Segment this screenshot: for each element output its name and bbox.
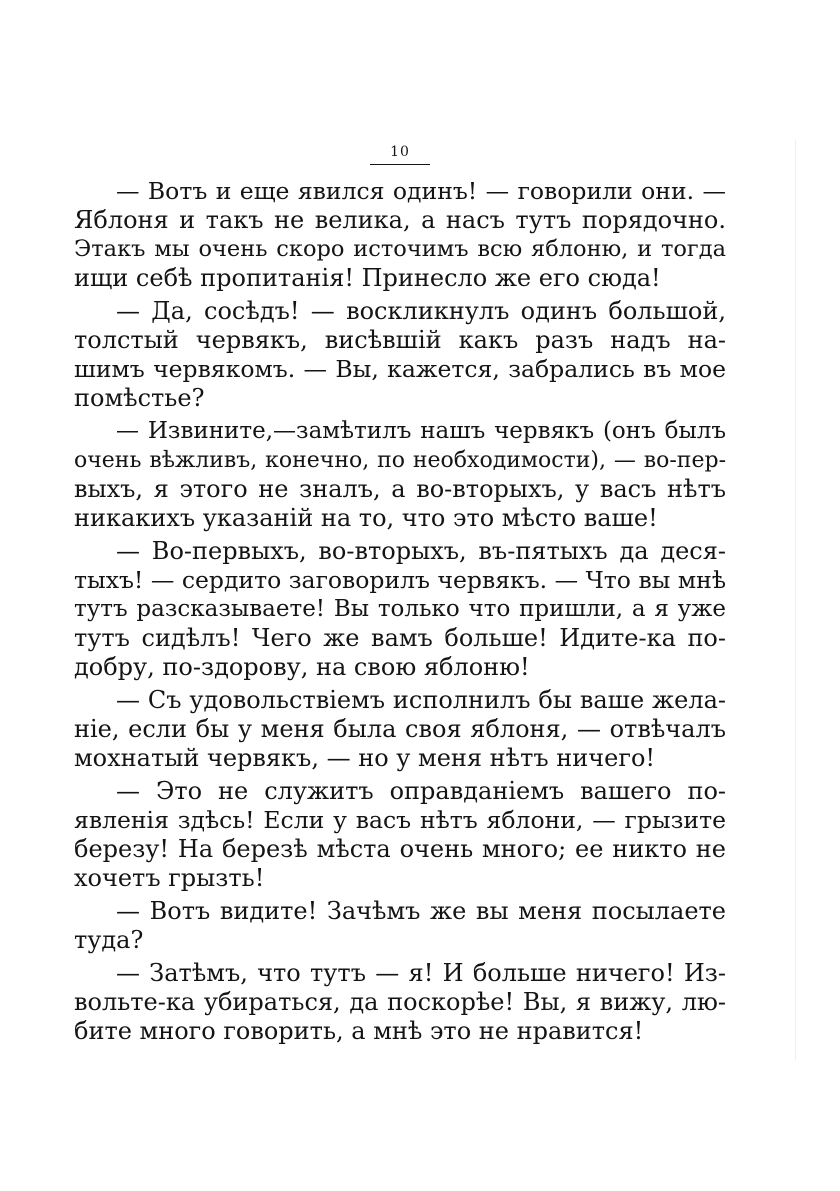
text-line: явленія здѣсь! Если у васъ нѣтъ яблони, — грызите	[74, 806, 726, 834]
text-line: — Да, сосѣдъ! — воскликнулъ одинъ большой,	[116, 297, 726, 325]
text-line: хочетъ грызть!	[74, 864, 265, 892]
text-line: Этакъ мы очень скоро источимъ всю яблоню, и тогда	[74, 236, 726, 262]
text-line: тутъ сидѣлъ! Чего же вамъ больше! Идите-ка по-	[74, 624, 726, 652]
text-line: мохнатый червякъ, — но у меня нѣтъ ничего!	[74, 744, 656, 772]
paragraph-1	[74, 177, 726, 293]
text-line: очень вѣжливъ, конечно, по необходимости), — во-пер-	[74, 448, 726, 473]
text-line: — Вотъ и еще явился одинъ! — говорили они. —	[116, 177, 726, 205]
text-line: тыхъ! — сердито заговорилъ червякъ. — Что вы мнѣ	[74, 566, 726, 594]
paragraph-3	[74, 417, 726, 533]
text-line: — Съ удовольствіемъ исполнилъ бы ваше жела-	[116, 686, 726, 714]
text-line: ищи себѣ пропитанія! Принесло же его сюда!	[74, 264, 661, 292]
body-text	[74, 177, 726, 1050]
text-line: вольте-ка убираться, да поскорѣе! Вы, я вижу, лю-	[74, 988, 726, 1016]
scan-edge	[795, 140, 796, 1060]
text-line: тутъ разсказываете! Вы только что пришли, а я уже	[74, 596, 726, 622]
text-line: — Вотъ видите! Зачѣмъ же вы меня посылаете	[116, 897, 726, 925]
text-line: — Затѣмъ, что тутъ — я! И больше ничего! Из-	[116, 959, 726, 987]
text-line: помѣстье?	[74, 384, 205, 412]
text-line: добру, по-здорову, на свою яблоню!	[74, 653, 530, 681]
text-line: бите много говорить, а мнѣ это не нравится!	[74, 1017, 644, 1045]
paragraph-5	[74, 686, 726, 773]
text-line: — Это не служитъ оправданіемъ вашего по-	[116, 777, 726, 805]
text-line: никакихъ указаній на то, что это мѣсто ваше!	[74, 504, 658, 532]
page-number: 10	[390, 144, 410, 160]
paragraph-4	[74, 537, 726, 682]
text-line: — Извините,—замѣтилъ нашъ червякъ (онъ былъ	[116, 418, 726, 444]
page-number-rule	[370, 164, 430, 165]
text-line: — Во-первыхъ, во-вторыхъ, въ-пятыхъ да деся-	[116, 537, 726, 565]
paragraph-8	[74, 959, 726, 1046]
paragraph-7	[74, 897, 726, 955]
text-line: Яблоня и такъ не велика, а насъ тутъ порядочно.	[74, 206, 726, 234]
text-line: ніе, если бы у меня была своя яблоня, — отвѣчалъ	[74, 715, 726, 743]
text-line: шимъ червякомъ. — Вы, кажется, забрались въ мое	[74, 355, 726, 383]
paragraph-6	[74, 777, 726, 893]
text-line: толстый червякъ, висѣвшій какъ разъ надъ на-	[74, 326, 726, 354]
text-line: выхъ, я этого не зналъ, а во-вторыхъ, у васъ нѣтъ	[74, 475, 726, 503]
text-line: березу! На березѣ мѣста очень много; ее никто не	[74, 835, 726, 863]
text-line: туда?	[74, 926, 144, 954]
paragraph-2	[74, 297, 726, 413]
